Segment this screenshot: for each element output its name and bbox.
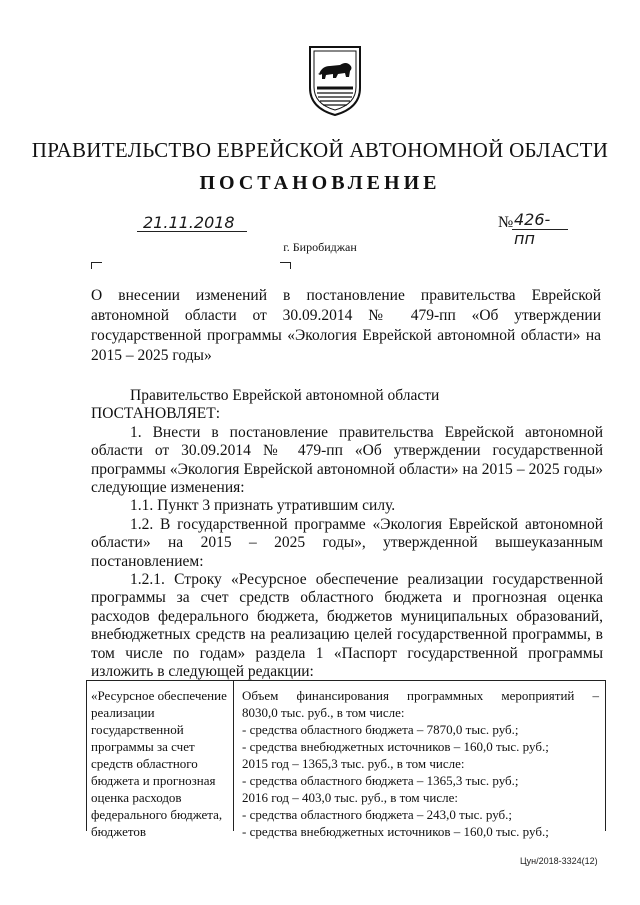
date-underline bbox=[137, 231, 247, 232]
table-left-line: средств областного bbox=[91, 756, 198, 771]
body-decrees: ПОСТАНОВЛЯЕТ: bbox=[91, 405, 221, 423]
table-left-line: бюджетов bbox=[91, 824, 147, 839]
body-paragraph: 1.2. В государственной программе «Экология Еврейской автономной области» на 2015 – 2025 годы», утвержденной вышеуказанным постановлением: bbox=[91, 515, 603, 570]
city-label: г. Биробиджан bbox=[283, 240, 357, 254]
table-left-line: программы за счет bbox=[91, 739, 195, 754]
table-right-line: - средства областного бюджета – 1365,3 тыс. руб.; bbox=[242, 773, 519, 788]
table-right-cell bbox=[234, 681, 605, 839]
document-body bbox=[91, 387, 603, 682]
table-right-line: Объем финансирования программных мероприятий – bbox=[242, 688, 599, 703]
table-right-line: 8030,0 тыс. руб., в том числе: bbox=[242, 705, 405, 720]
number-sign: № bbox=[498, 214, 514, 231]
number-value: 426-пп bbox=[514, 210, 551, 248]
document-date bbox=[137, 213, 247, 237]
table-left-line: бюджета и прогнозная bbox=[91, 773, 216, 788]
body-paragraph: 1.2.1. Строку «Ресурсное обеспечение реализации государственной программы за счет средств областного бюджета и прогнозная оценка расходов федерального бюджета, бюджетов муниципальных образований, внебюджетных средств на реализацию целей государственной программы, в том числе по годам» раздела 1 «Паспорт государственной программы изложить в следующей редакции: bbox=[91, 571, 603, 681]
footer-registration-code: Цун/2018-3324(12) bbox=[520, 856, 598, 866]
table-left-line: федерального бюджета, bbox=[91, 807, 223, 822]
table-right-line: - средства внебюджетных источников – 160,0 тыс. руб.; bbox=[242, 824, 549, 839]
body-paragraph: 1.1. Пункт 3 признать утратившим силу. bbox=[130, 497, 396, 515]
body-government-line: Правительство Еврейской автономной области bbox=[130, 387, 440, 404]
coat-of-arms-emblem bbox=[306, 44, 364, 118]
table-right-line: - средства областного бюджета – 243,0 тыс. руб.; bbox=[242, 807, 513, 822]
government-title: ПРАВИТЕЛЬСТВО ЕВРЕЙСКОЙ АВТОНОМНОЙ ОБЛАСТИ bbox=[31, 138, 609, 162]
document-type-heading: ПОСТАНОВЛЕНИЕ bbox=[199, 172, 441, 194]
table-right-line: 2015 год – 1365,3 тыс. руб., в том числе: bbox=[242, 756, 465, 771]
table-right-line: 2016 год – 403,0 тыс. руб., в том числе: bbox=[242, 790, 458, 805]
table-left-line: оценка расходов bbox=[91, 790, 182, 805]
body-paragraph: 1. Внести в постановление правительства Еврейской автономной области от 30.09.2014 № 479-пп «Об утверждении государственной программы «Экология Еврейской автономной области» на 2015 – 2025 годы» следующие изменения: bbox=[91, 423, 603, 497]
table-left-line: государственной bbox=[91, 722, 184, 737]
date-value: 21.11.2018 bbox=[143, 213, 235, 232]
resource-table bbox=[86, 680, 606, 839]
subject-corner-mark-right bbox=[280, 262, 291, 269]
subject-corner-mark-left bbox=[91, 262, 102, 269]
table-right-line: - средства областного бюджета – 7870,0 тыс. руб.; bbox=[242, 722, 519, 737]
document-subject: О внесении изменений в постановление правительства Еврейской автономной области от 30.09.2014 № 479-пп «Об утверждении государственной программы «Экология Еврейской автономной области» на 2015 – 2025 годы» bbox=[91, 287, 601, 364]
table-left-line: реализации bbox=[91, 705, 155, 720]
table-left-cell bbox=[87, 681, 234, 839]
table-right-line: - средства внебюджетных источников – 160,0 тыс. руб.; bbox=[242, 739, 549, 754]
number-underline bbox=[512, 229, 568, 230]
table-left-line: «Ресурсное обеспечение bbox=[91, 688, 227, 703]
document-number bbox=[498, 210, 568, 248]
